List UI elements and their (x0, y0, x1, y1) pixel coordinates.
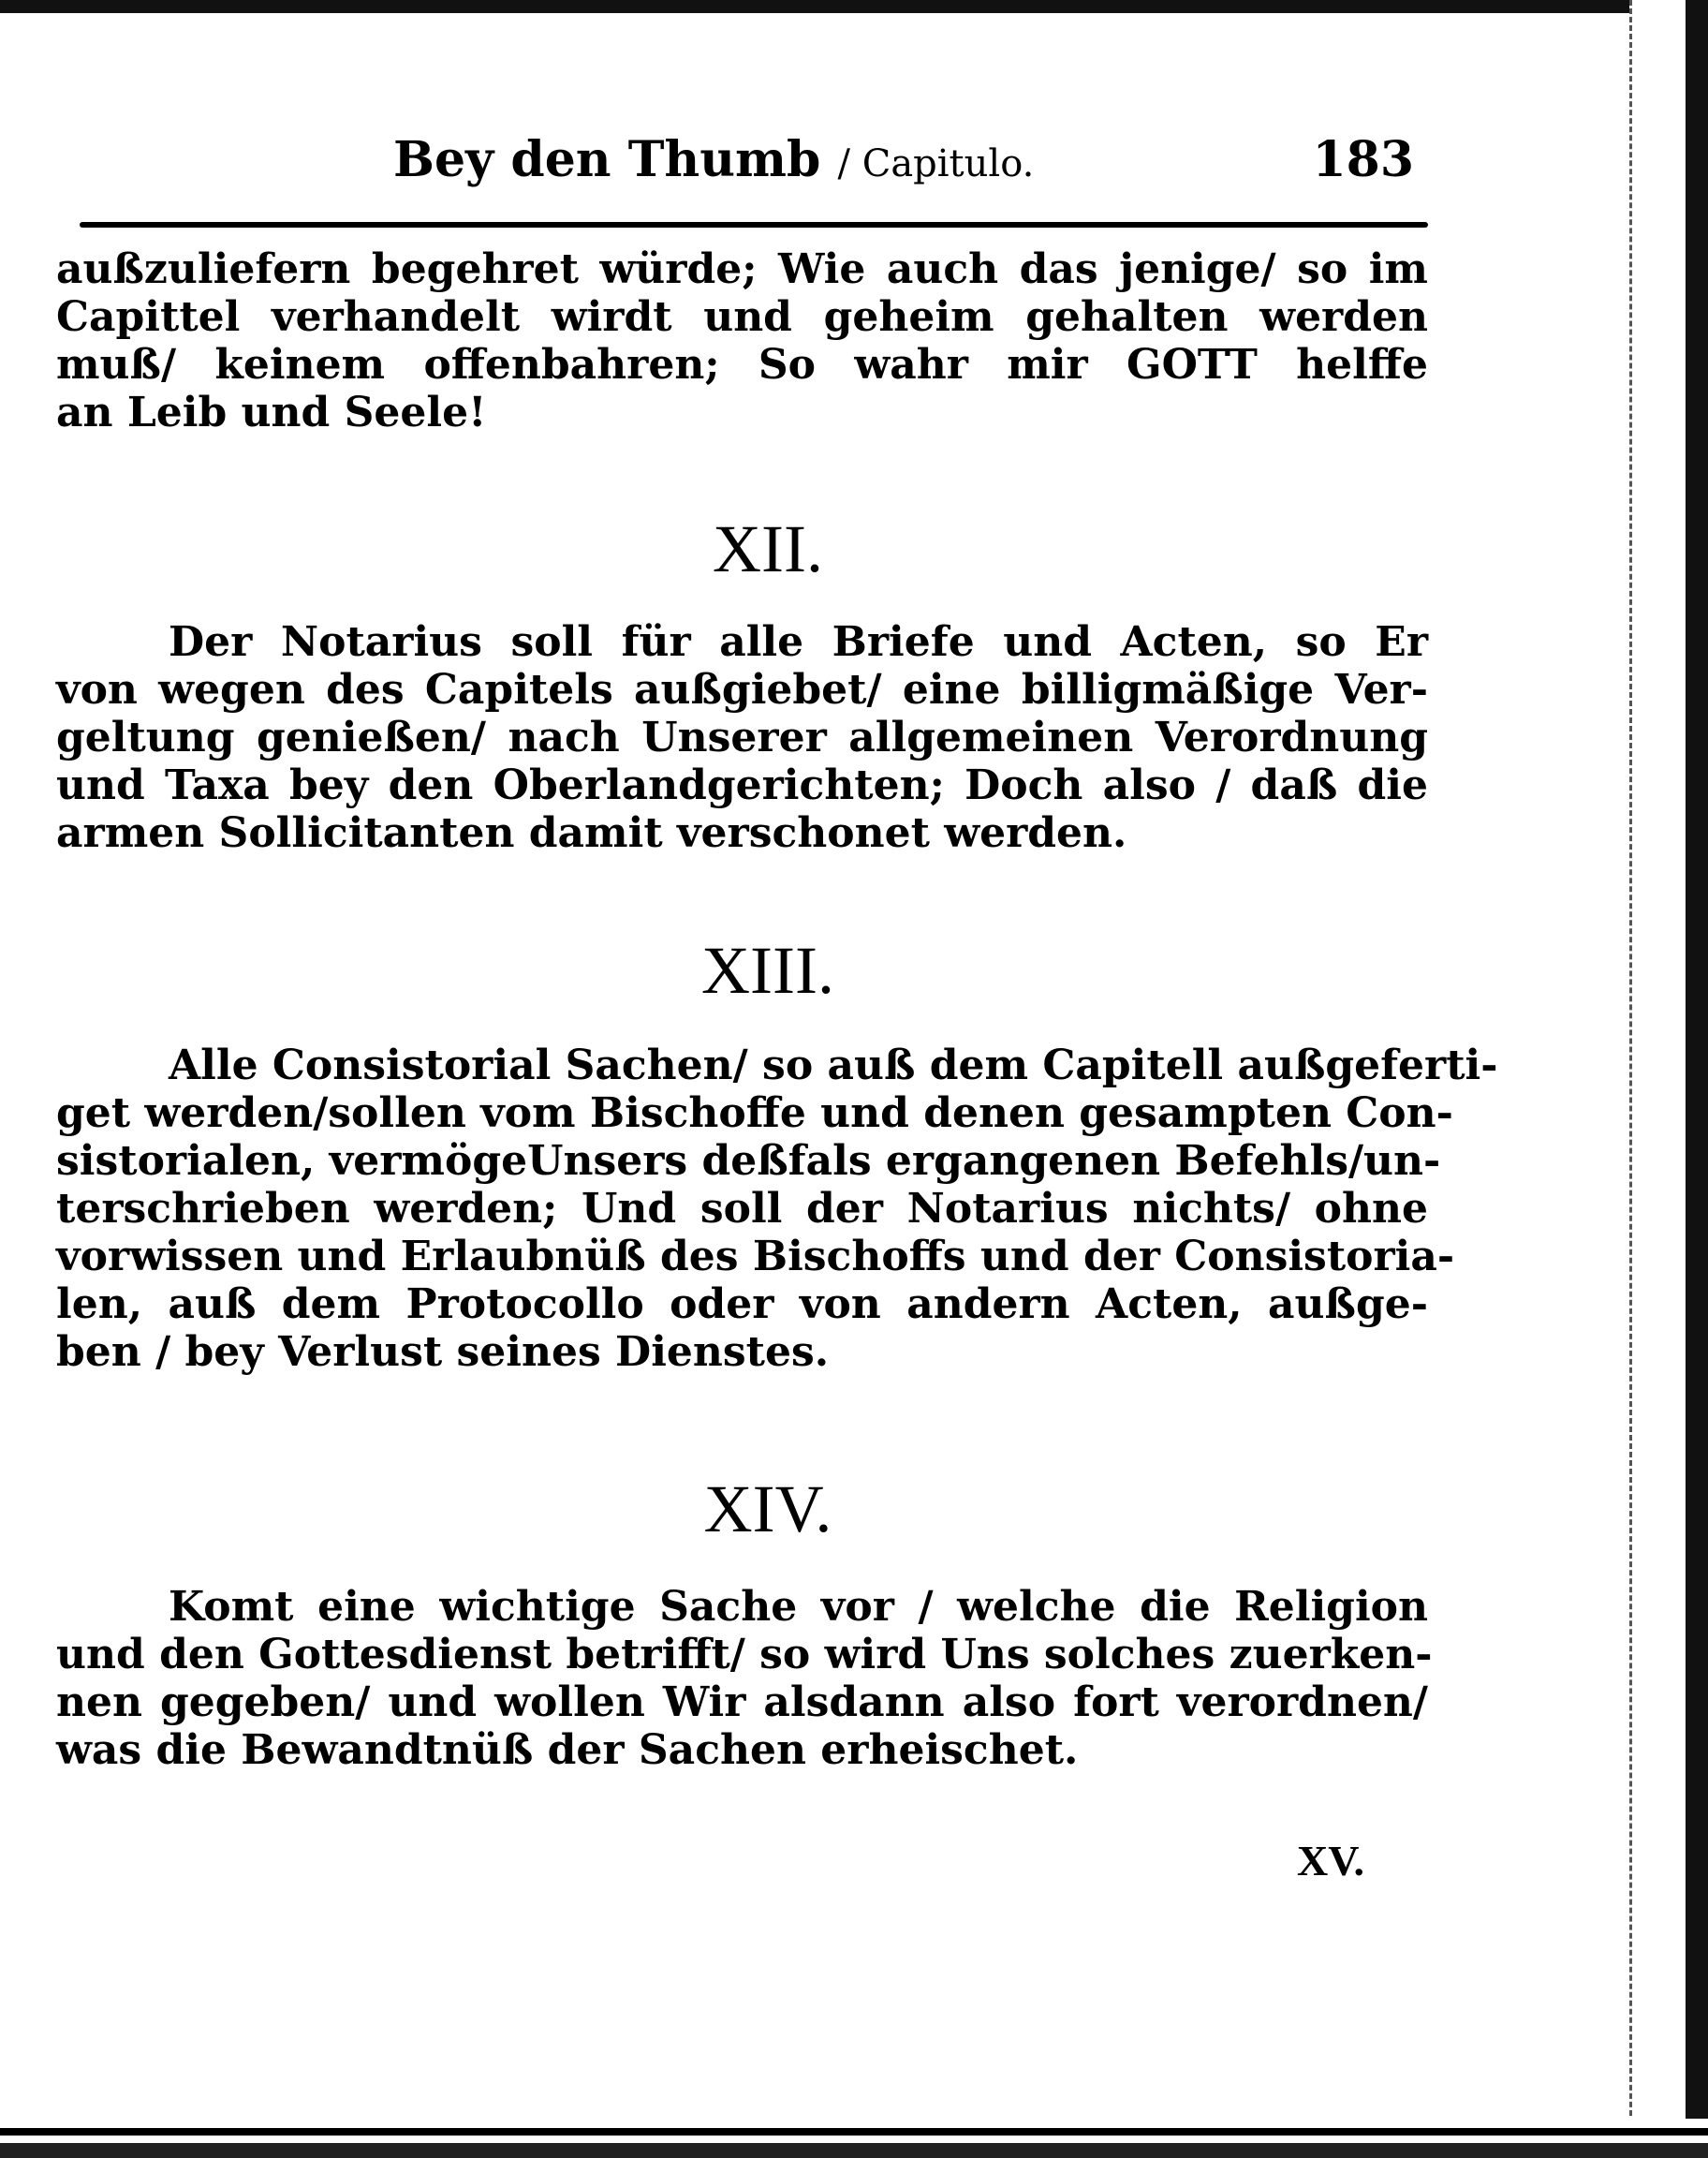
text-line: Capittel verhandelt wirdt und geheim gehalten werden (56, 293, 1428, 341)
text-line: außzuliefern begehret würde; Wie auch das jenige/ so im (56, 245, 1428, 293)
text-line: Alle Consistorial Sachen/ so auß dem Capitell außgeferti- (169, 1042, 1498, 1089)
header-subtitle: / Capitulo. (837, 142, 1035, 185)
scan-border-right (1686, 0, 1708, 2158)
section-heading: XII. (713, 511, 823, 586)
text-line: und Taxa bey den Oberlandgerichten; Doch also / daß die (56, 761, 1428, 809)
running-header (393, 131, 1414, 206)
text-line: armen Sollicitanten damit verschonet werden. (56, 809, 1127, 857)
text-line: muß/ keinem offenbahren; So wahr mir GOTT helffe (56, 341, 1428, 389)
section-heading: XIII. (701, 933, 834, 1008)
text-line: sistorialen, vermögeUnsers deßfals ergangenen Befehls/un- (56, 1137, 1441, 1185)
text-line: get werden/sollen vom Bischoffe und denen gesampten Con- (56, 1089, 1453, 1137)
text-line: was die Bewandtnüß der Sachen erheischet. (56, 1726, 1079, 1774)
text-line: geltung genießen/ nach Unserer allgemeinen Verordnung (56, 714, 1428, 761)
text-line: an Leib und Seele! (56, 389, 487, 436)
text-line: len, auß dem Protocollo oder von andern Acten, außge- (56, 1280, 1428, 1328)
text-line: Der Notarius soll für alle Briefe und Acten, so Er (169, 618, 1428, 666)
text-line: nen gegeben/ und wollen Wir alsdann also fort verordnen/ (56, 1678, 1428, 1726)
catchword: XV. (1297, 1837, 1365, 1885)
header-title-text: Bey den Thumb (393, 131, 821, 188)
text-line: und den Gottesdienst betrifft/ so wird Uns solches zuerken- (56, 1631, 1433, 1678)
text-line: vorwissen und Erlaubnüß des Bischoffs und der Consistoria- (56, 1233, 1455, 1280)
scan-border-top (0, 0, 1708, 13)
text-line: terschrieben werden; Und soll der Notarius nichts/ ohne (56, 1185, 1428, 1233)
header-title (393, 131, 1034, 188)
section-heading: XIV. (703, 1471, 832, 1546)
scan-border-bottom (0, 2119, 1708, 2158)
text-line: ben / bey Verlust seines Dienstes. (56, 1328, 830, 1376)
text-line: von wegen des Capitels außgiebet/ eine billigmäßige Ver- (56, 666, 1428, 714)
header-rule (80, 222, 1428, 228)
text-line: Komt eine wichtige Sache vor / welche die Religion (169, 1583, 1428, 1631)
page-number: 183 (1312, 131, 1414, 188)
